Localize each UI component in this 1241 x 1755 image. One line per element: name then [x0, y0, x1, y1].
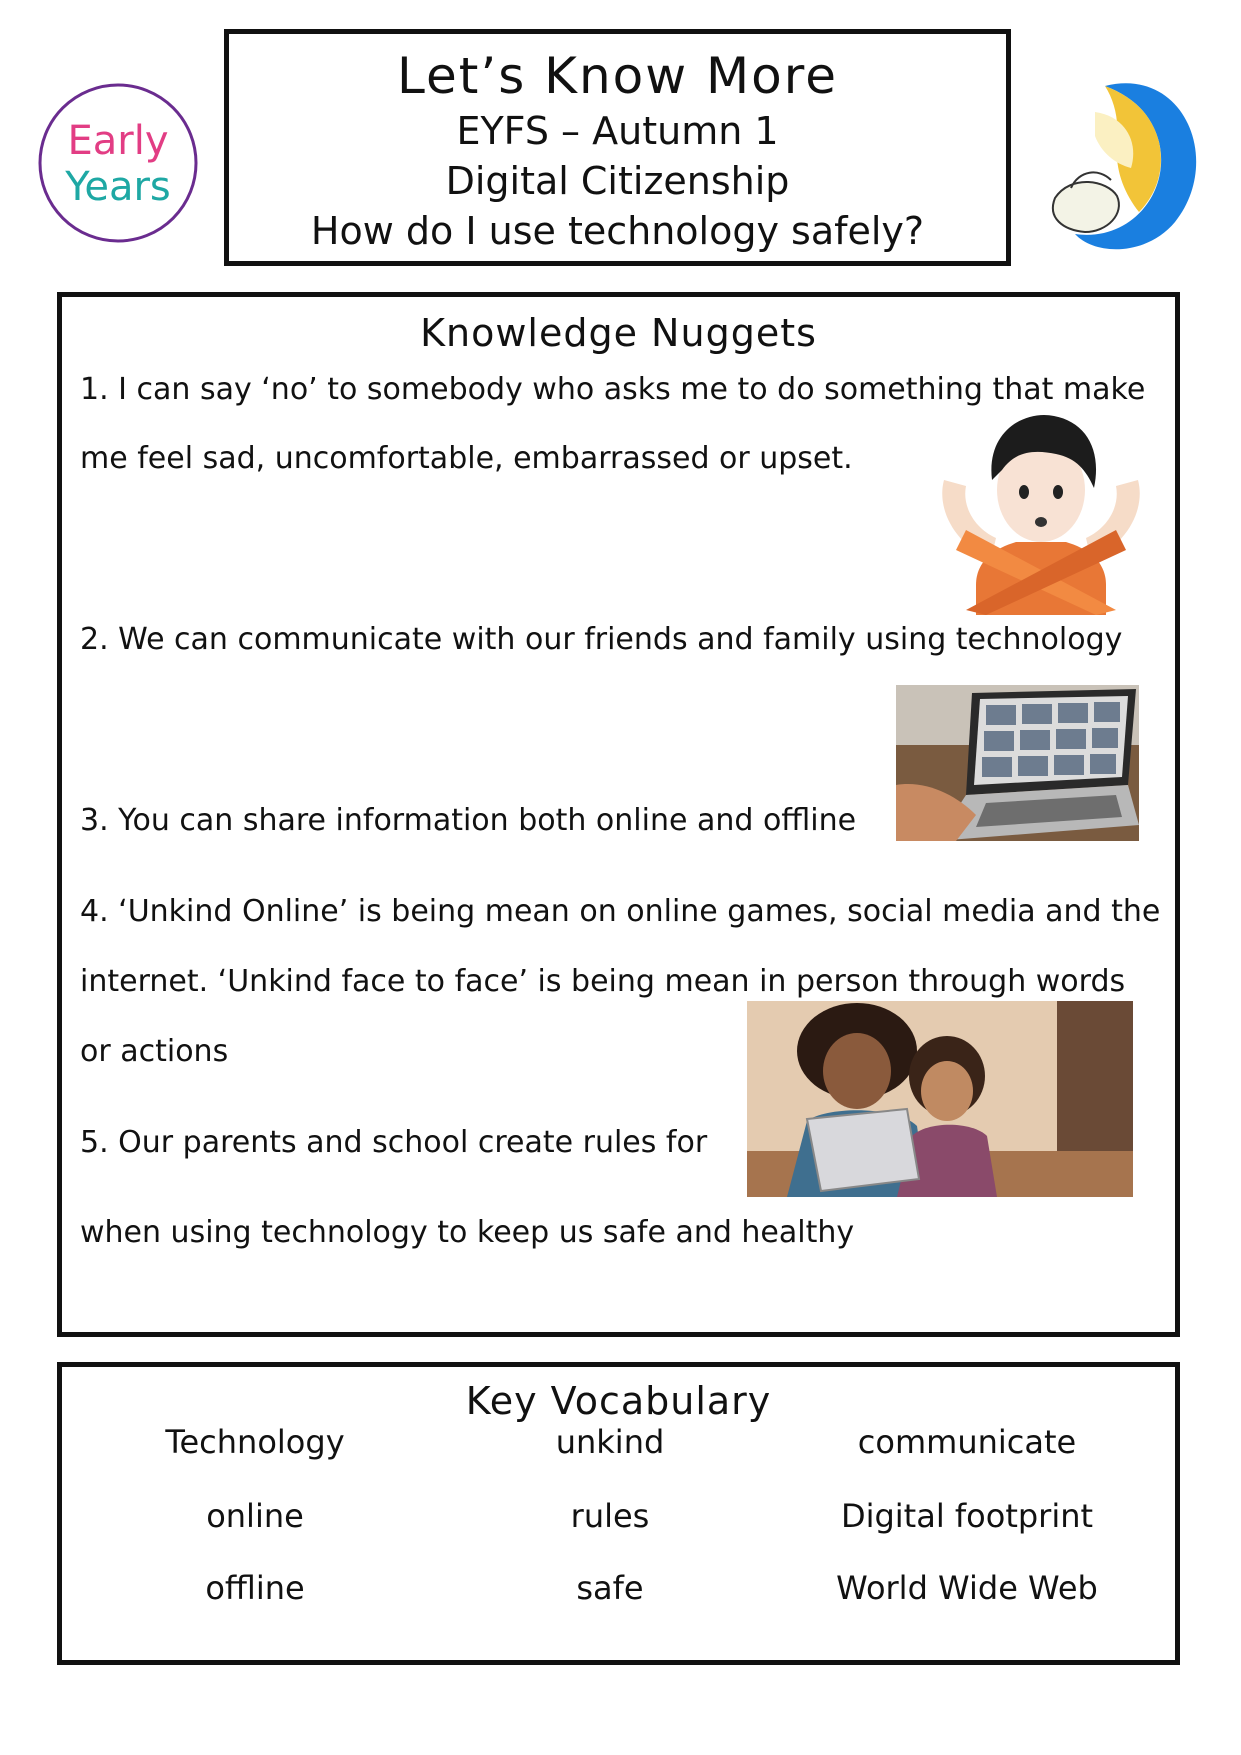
- vocab-word: Digital footprint: [840, 1497, 1094, 1535]
- knowledge-heading: Knowledge Nuggets: [420, 311, 817, 355]
- video-call-laptop-photo: [896, 685, 1139, 841]
- vocab-word: communicate: [857, 1423, 1077, 1461]
- nugget-5-line-2: when using technology to keep us safe and healthy: [80, 1215, 855, 1250]
- vocab-word: rules: [570, 1497, 650, 1535]
- nugget-2: 2. We can communicate with our friends and family using technology: [80, 622, 1123, 657]
- subtitle-term: EYFS – Autumn 1: [456, 109, 779, 153]
- moon-logo-icon: [1035, 72, 1207, 254]
- subtitle-topic: Digital Citizenship: [445, 159, 790, 203]
- nugget-3: 3. You can share information both online and offline: [80, 803, 857, 838]
- vocabulary-heading: Key Vocabulary: [465, 1379, 772, 1423]
- early-years-logo: [37, 82, 199, 244]
- nugget-5-line-1: 5. Our parents and school create rules for: [80, 1125, 708, 1160]
- vocab-word: offline: [205, 1569, 305, 1607]
- nugget-4-line-3: or actions: [80, 1034, 229, 1069]
- subtitle-question: How do I use technology safely?: [310, 209, 925, 253]
- vocab-word: online: [206, 1497, 304, 1535]
- svg-text:Years: [64, 164, 171, 210]
- vocab-word: Technology: [165, 1423, 345, 1461]
- early-word: Early: [67, 118, 169, 164]
- parent-child-tablet-photo: [747, 1001, 1133, 1197]
- vocab-word: safe: [576, 1569, 644, 1607]
- nugget-4-line-1: 4. ‘Unkind Online’ is being mean on online games, social media and the: [80, 894, 1161, 929]
- title-box: [224, 29, 1011, 266]
- page-title: Let’s Know More: [397, 47, 838, 105]
- vocab-word: unkind: [555, 1423, 665, 1461]
- nugget-4-line-2: internet. ‘Unkind face to face’ is being mean in person through words: [80, 964, 1126, 999]
- nugget-1-line-2: me feel sad, uncomfortable, embarrassed or upset.: [80, 441, 853, 476]
- person-gesturing-no-icon: [936, 410, 1146, 615]
- years-word: Years: [65, 164, 171, 210]
- vocab-word: World Wide Web: [836, 1569, 1098, 1607]
- nugget-1-line-1: 1. I can say ‘no’ to somebody who asks me to do something that make: [80, 372, 1146, 407]
- svg-text:Early: [67, 118, 168, 164]
